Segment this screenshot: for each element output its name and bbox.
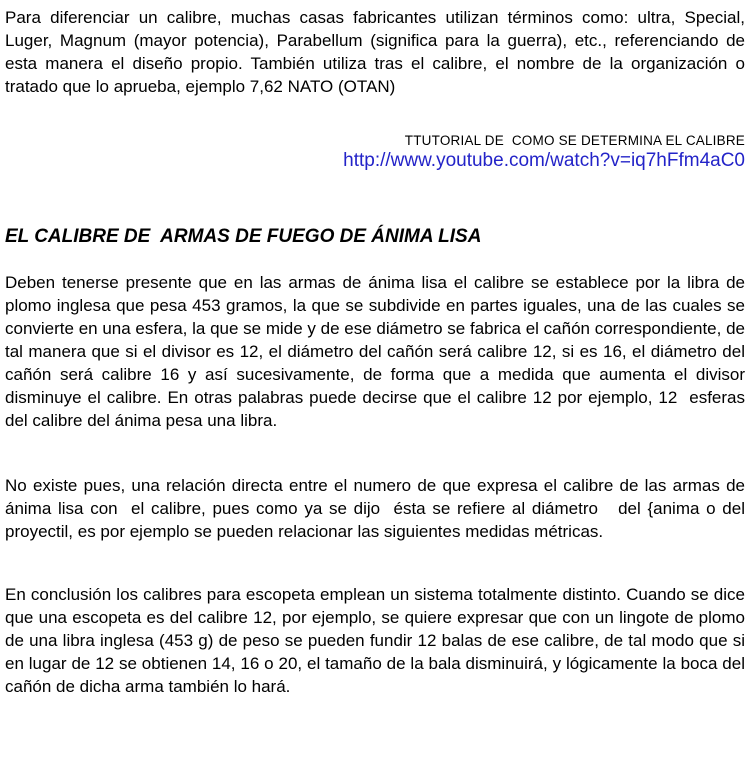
paragraph-no-direct-relation: No existe pues, una relación directa entre el numero de que expresa el calibre de las armas de ánima lisa con el calibre, pues como ya se dijo ésta se refiere al diámetro del {anima o del proyectil, es por ejemplo se pueden relacionar las siguientes medidas métricas. — [5, 476, 750, 541]
paragraph-caliber-terms: Para diferenciar un calibre, muchas casas fabricantes utilizan términos como: ultra, Special, Luger, Magnum (mayor potencia), Parabellum (significa para la guerra), etc., referenciando de esta manera el diseño propio. También utiliza tras el calibre, el nombre de la organización o tratado que lo aprueba, ejemplo 7,62 NATO (OTAN) — [5, 8, 750, 96]
paragraph-pound-division: Deben tenerse presente que en las armas de ánima lisa el calibre se establece por la libra de plomo inglesa que pesa 453 gramos, la que se subdivide en partes iguales, una de las cuales se convierte en una esfera, la que se mide y de ese diámetro se fabrica el cañón correspondiente, de tal manera que si el divisor es 12, el diámetro del cañón será calibre 12, si es 16, el diámetro del cañón será calibre 16 y así sucesivamente, de forma que a medida que aumenta el divisor disminuye el calibre. En otras palabras puede decirse que el calibre 12 por ejemplo, 12 esferas del calibre del ánima pesa una libra. — [5, 273, 750, 430]
tutorial-block — [5, 132, 745, 173]
tutorial-caption: TTUTORIAL DE COMO SE DETERMINA EL CALIBRE — [404, 133, 745, 148]
paragraph-conclusion: En conclusión los calibres para escopeta emplean un sistema totalmente distinto. Cuando se dice que una escopeta es del calibre 12, por ejemplo, se quiere expresar que con un lingote de plomo de una libra inglesa (453 g) de peso se pueden fundir 12 balas de ese calibre, de tal modo que si en lugar de 12 se obtienen 14, 16 o 20, el tamaño de la bala disminuirá, y lógicamente la boca del cañón de dicha arma también lo hará. — [5, 585, 750, 696]
section-heading-anima-lisa: EL CALIBRE DE ARMAS DE FUEGO DE ÁNIMA LISA — [5, 226, 482, 247]
youtube-tutorial-link[interactable]: http://www.youtube.com/watch?v=iq7hFfm4aC0 — [343, 150, 745, 171]
